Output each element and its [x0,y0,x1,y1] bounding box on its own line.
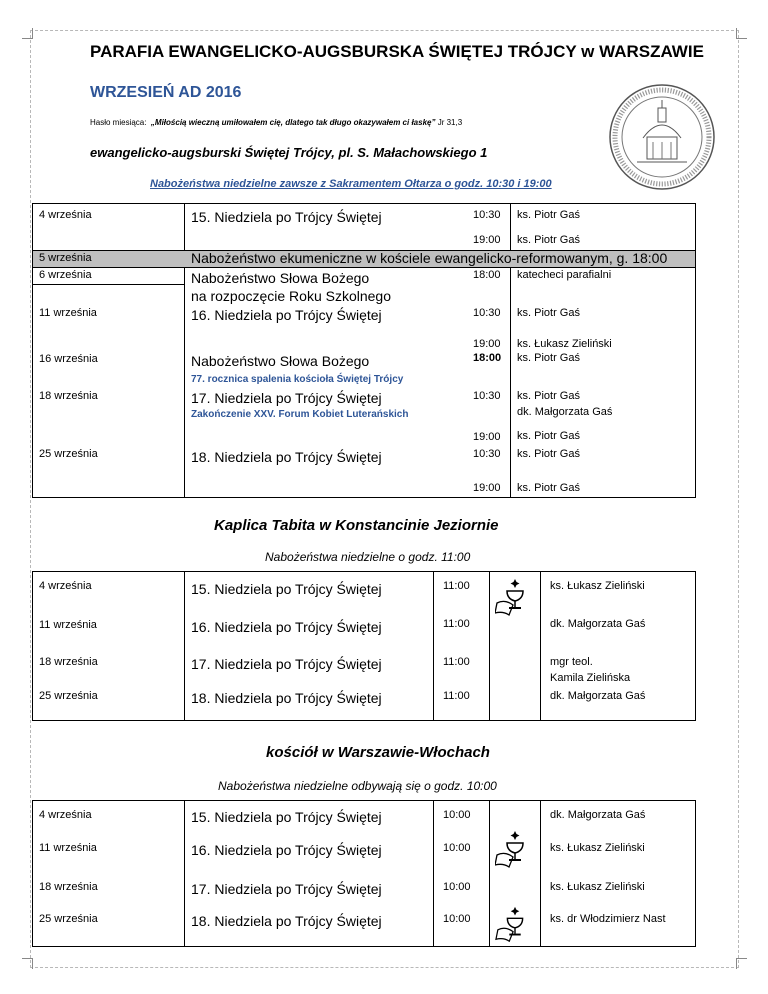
celebrant: ks. Piotr Gaś [517,390,580,402]
date: 5 września [39,252,92,264]
col-divider [184,267,185,497]
service-name: 16. Niedziela po Trójcy Świętej [191,307,382,323]
col-divider [433,572,434,720]
crop-mark [22,28,33,39]
main-church-schedule [32,203,696,498]
date: 6 września [39,269,92,281]
service-subtitle: na rozpoczęcie Roku Szkolnego [191,288,392,304]
date: 25 września [39,448,98,460]
wlochy-schedule [32,800,696,947]
celebrant: ks. Piotr Gaś [517,448,580,460]
crop-mark [736,958,747,969]
col-divider [489,572,490,720]
col-divider [510,204,511,250]
service-name: 15. Niedziela po Trójcy Świętej [191,581,382,597]
time: 10:30 [473,307,501,319]
time: 10:00 [443,809,471,821]
motto-label: Hasło miesiąca: [90,118,147,127]
service-name: 18. Niedziela po Trójcy Świętej [191,449,382,465]
chalice-book-icon [495,577,535,619]
service-note: 77. rocznica spalenia kościoła Świętej Trójcy [191,374,404,385]
service-name: 16. Niedziela po Trójcy Świętej [191,842,382,858]
service-name: 18. Niedziela po Trójcy Świętej [191,913,382,929]
time: 19:00 [473,482,501,494]
col-divider [540,801,541,946]
tabita-title: Kaplica Tabita w Konstancinie Jeziornie [214,517,499,534]
celebrant: ks. Łukasz Zieliński [517,338,612,350]
service-name: 16. Niedziela po Trójcy Świętej [191,619,382,635]
celebrant: mgr teol. [550,656,593,668]
crop-mark [736,28,747,39]
celebrant: dk. Małgorzata Gaś [550,690,646,702]
time: 10:00 [443,842,471,854]
celebrant: katecheci parafialni [517,269,612,281]
celebrant: ks. Piotr Gaś [517,430,580,442]
chalice-book-icon [495,829,535,871]
col-divider [540,572,541,720]
date: 25 września [39,913,98,925]
service-name: Nabożeństwo Słowa Bożego [191,353,370,369]
page-title: PARAFIA EWANGELICKO-AUGSBURSKA ŚWIĘTEJ TRÓJCY w WARSZAWIE [90,42,704,61]
time: 10:30 [473,209,501,221]
crop-mark [22,958,33,969]
date: 11 września [39,842,97,854]
service-name: 17. Niedziela po Trójcy Świętej [191,881,382,897]
date: 25 września [39,690,98,702]
motto-text: „Miłością wieczną umiłowałem cię, dlatego tak długo okazywałem ci łaskę” [150,118,436,127]
time: 10:00 [443,913,471,925]
monthly-motto [90,118,462,127]
date: 4 września [39,580,92,592]
parish-seal-icon [607,82,717,192]
time: 18:00 [473,269,501,281]
date: 4 września [39,809,92,821]
date: 18 września [39,390,98,402]
celebrant: ks. Łukasz Zieliński [550,881,645,893]
celebrant: ks. Piotr Gaś [517,209,580,221]
service-name: 17. Niedziela po Trójcy Świętej [191,656,382,672]
time: 11:00 [443,618,470,630]
time: 18:00 [473,352,502,364]
service-name: 15. Niedziela po Trójcy Świętej [191,809,382,825]
celebrant: ks. Piotr Gaś [517,482,580,494]
date: 11 września [39,307,97,319]
celebrant: ks. Łukasz Zieliński [550,580,645,592]
celebrant: dk. Małgorzata Gaś [550,809,646,821]
chalice-book-icon [495,905,535,945]
celebrant: ks. Piotr Gaś [517,352,580,364]
tabita-note: Nabożeństwa niedzielne o godz. 11:00 [265,550,471,564]
celebrant: ks. dr Włodzimierz Nast [550,913,666,925]
date: 18 września [39,656,98,668]
time: 10:30 [473,448,501,460]
col-divider [433,801,434,946]
celebrant: ks. Piotr Gaś [517,234,580,246]
wlochy-note: Nabożeństwa niedzielne odbywają się o godz. 10:00 [218,779,497,793]
service-name: 17. Niedziela po Trójcy Świętej [191,390,382,406]
row-divider [33,267,695,268]
church-address: ewangelicko-augsburski Świętej Trójcy, pl. S. Małachowskiego 1 [90,145,488,160]
col-divider [184,204,185,250]
celebrant: ks. Piotr Gaś [517,307,580,319]
month-heading: WRZESIEŃ AD 2016 [90,84,242,101]
sunday-services-note: Nabożeństwa niedzielne zawsze z Sakramentem Ołtarza o godz. 10:30 i 19:00 [150,178,552,190]
col-divider [510,267,511,497]
time: 10:00 [443,881,471,893]
celebrant: ks. Łukasz Zieliński [550,842,645,854]
col-divider [489,801,490,946]
date: 18 września [39,881,98,893]
service-name: Nabożeństwo ekumeniczne w kościele ewangelicko-reformowanym, g. 18:00 [191,250,668,266]
row-divider [33,284,184,285]
wlochy-title: kościół w Warszawie-Włochach [266,744,490,761]
time: 10:30 [473,390,501,402]
col-divider [184,801,185,946]
celebrant: dk. Małgorzata Gaś [517,406,613,418]
celebrant: Kamila Zielińska [550,672,631,684]
service-note: Zakończenie XXV. Forum Kobiet Luterańskich [191,409,409,420]
service-name: 18. Niedziela po Trójcy Świętej [191,690,382,706]
celebrant: dk. Małgorzata Gaś [550,618,646,630]
time: 19:00 [473,234,501,246]
date: 11 września [39,619,97,631]
date: 16 września [39,353,98,365]
col-divider [184,572,185,720]
motto-ref: Jr 31,3 [437,118,463,127]
time: 19:00 [473,431,501,443]
time: 11:00 [443,656,470,668]
time: 19:00 [473,338,501,350]
service-name: Nabożeństwo Słowa Bożego [191,270,370,286]
date: 4 września [39,209,92,221]
tabita-schedule [32,571,696,721]
time: 11:00 [443,690,470,702]
service-name: 15. Niedziela po Trójcy Świętej [191,209,382,225]
time: 11:00 [443,580,470,592]
